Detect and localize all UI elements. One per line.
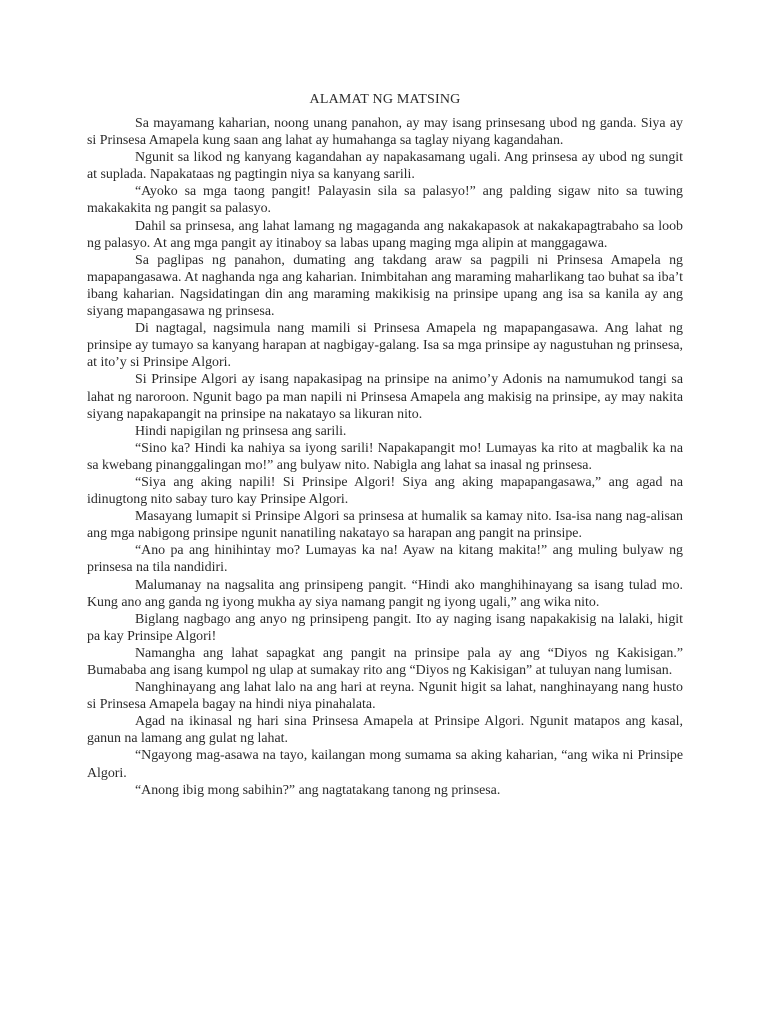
paragraph: Di nagtagal, nagsimula nang mamili si Prinsesa Amapela ng mapapangasawa. Ang lahat ng prinsipe ay tumayo sa kanyang harapan at nagbigay-galang. Isa sa mga prinsipe ay nagustuhan ng prinsesa, at ito’y si Prinsipe Algori.	[87, 321, 683, 371]
paragraph: “Ayoko sa mga taong pangit! Palayasin sila sa palasyo!” ang palding sigaw nito sa tuwing makakakita ng pangit sa palasyo.	[87, 184, 683, 217]
paragraph: Agad na ikinasal ng hari sina Prinsesa Amapela at Prinsipe Algori. Ngunit matapos ang kasal, ganun na lamang ang gulat ng lahat.	[87, 714, 683, 747]
paragraph: Malumanay na nagsalita ang prinsipeng pangit. “Hindi ako manghihinayang sa isang tulad mo. Kung ano ang ganda ng iyong mukha ay siya namang pangit ng iyong ugali,” ang wika nito.	[87, 577, 683, 610]
paragraph: “Ano pa ang hinihintay mo? Lumayas ka na! Ayaw na kitang makita!” ang muling bulyaw ng prinsesa na tila nandidiri.	[87, 543, 683, 576]
paragraph: Masayang lumapit si Prinsipe Algori sa prinsesa at humalik sa kamay nito. Isa-isa nang nag-alisan ang mga nabigong prinsipe ngunit nanatiling nakatayo sa harapan ang pangit na prinsipe.	[87, 509, 683, 542]
document-body	[87, 115, 683, 799]
paragraph: Sa paglipas ng panahon, dumating ang takdang araw sa pagpili ni Prinsesa Amapela ng mapapangasawa. At naghanda nga ang kaharian. Inimbitahan ang maraming maharlikang tao buhat sa iba’t ibang kaharian. Nagsidatingan din ang maraming makikisig na prinsipe upang ang isa sa kanila ay ang siyang mapangasawa ng prinsesa.	[87, 252, 683, 320]
paragraph: Ngunit sa likod ng kanyang kagandahan ay napakasamang ugali. Ang prinsesa ay ubod ng sungit at suplada. Napakataas ng pagtingin niya sa kanyang sarili.	[87, 150, 683, 183]
paragraph: Nanghinayang ang lahat lalo na ang hari at reyna. Ngunit higit sa lahat, nanghinayang nang husto si Prinsesa Amapela bagay na hindi niya pinahalata.	[87, 680, 683, 713]
document-title: ALAMAT NG MATSING	[309, 92, 461, 107]
paragraph: Dahil sa prinsesa, ang lahat lamang ng magaganda ang nakakapasok at nakakapagtrabaho sa loob ng palasyo. At ang mga pangit ay itinaboy sa labas upang maging mga alipin at manggagawa.	[87, 218, 683, 251]
paragraph: “Sino ka? Hindi ka nahiya sa iyong sarili! Napakapangit mo! Lumayas ka rito at magbalik ka na sa kwebang pinanggalingan mo!” ang bulyaw nito. Nabigla ang lahat sa inasal ng prinsesa.	[87, 440, 683, 473]
paragraph: Namangha ang lahat sapagkat ang pangit na prinsipe pala ay ang “Diyos ng Kakisigan.” Bumababa ang isang kumpol ng ulap at sumakay rito ang “Diyos ng Kakisigan” at tuluyan nang lumisan.	[87, 645, 683, 678]
paragraph: “Siya ang aking napili! Si Prinsipe Algori! Siya ang aking mapapangasawa,” ang agad na idinugtong nito sabay turo kay Prinsipe Algori.	[87, 474, 683, 508]
paragraph: “Anong ibig mong sabihin?” ang nagtatakang tanong ng prinsesa.	[135, 782, 501, 798]
paragraph: Si Prinsipe Algori ay isang napakasipag na prinsipe na animo’y Adonis na namumukod tangi sa lahat ng naroroon. Ngunit bago pa man napili ni Prinsesa Amapela ang makisig na prinsipe, ay may nakita siyang napakapangit na prinsipe na nakatayo sa likuran nito.	[87, 372, 683, 422]
paragraph: “Ngayong mag-asawa na tayo, kailangan mong sumama sa aking kaharian, “ang wika ni Prinsipe Algori.	[87, 748, 683, 781]
paragraph: Hindi napigilan ng prinsesa ang sarili.	[135, 423, 347, 439]
paragraph: Sa mayamang kaharian, noong unang panahon, ay may isang prinsesang ubod ng ganda. Siya ay si Prinsesa Amapela kung saan ang lahat ay humahanga sa taglay niyang kagandahan.	[87, 116, 683, 149]
paragraph: Biglang nagbago ang anyo ng prinsipeng pangit. Ito ay naging isang napakakisig na lalaki, higit pa kay Prinsipe Algori!	[87, 611, 683, 644]
